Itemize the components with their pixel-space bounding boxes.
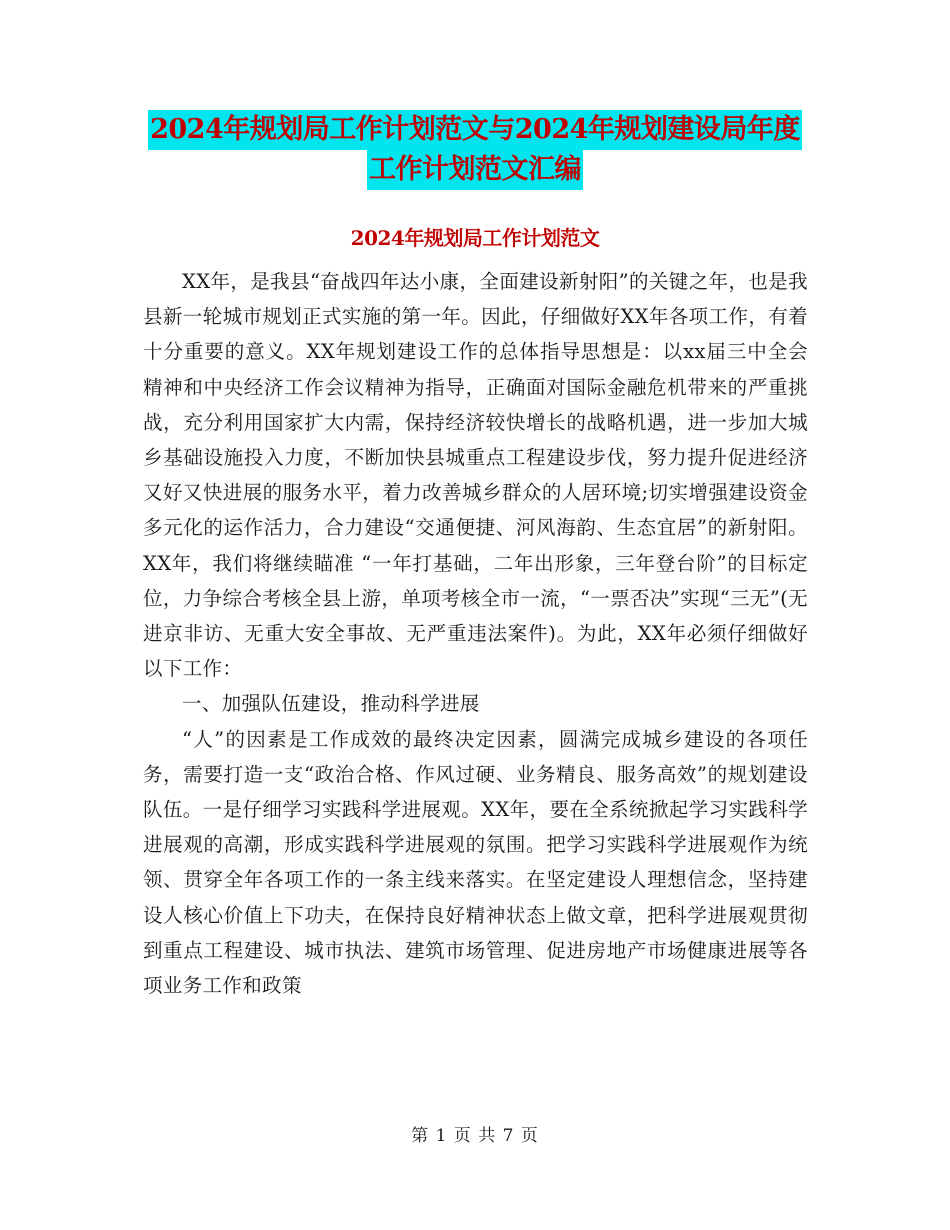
body-text (143, 264, 808, 1003)
section-title: 2024年规划局工作计划范文 (350, 226, 600, 250)
paragraph-heading-1: 一、加强队伍建设，推动科学进展 (182, 692, 480, 716)
title-line-1: 2024年规划局工作计划范文与2024年规划建设局年度 (148, 110, 802, 150)
paragraph-intro: XX年，是我县“奋战四年达小康，全面建设新射阳”的关键之年，也是我县新一轮城市规划正式实施的第一年。因此，仔细做好XX年各项工作，有着十分重要的意义。XX年规划建设工作的总体指导思想是：以xx届三中全会精神和中央经济工作会议精神为指导，正确面对国际金融危机带来的严重挑战，充分利用国家扩大内需，保持经济较快增长的战略机遇，进一步加大城乡基础设施投入力度，不断加快县城重点工程建设步伐，努力提升促进经济又好又快进展的服务水平，着力改善城乡群众的人居环境;切实增强建设资金多元化的运作活力，合力建设“交通便捷、河风海韵、生态宜居”的新射阳。XX年，我们将继续瞄准 “一年打基础，二年出形象，三年登台阶”的目标定位，力争综合考核全县上游，单项考核全市一流，“一票否决”实现“三无”(无进京非访、无重大安全事故、无严重违法案件)。为此，XX年必须仔细做好以下工作： (143, 270, 808, 681)
page-indicator: 第 1 页 共 7 页 (411, 1126, 539, 1146)
document-title (0, 110, 950, 190)
paragraph-team-building: “人”的因素是工作成效的最终决定因素，圆满完成城乡建设的各项任务，需要打造一支“政治合格、作风过硬、业务精良、服务高效”的规划建设队伍。一是仔细学习实践科学进展观。XX年，要在全系统掀起学习实践科学进展观的高潮，形成实践科学进展观的氛围。把学习实践科学进展观作为统领、贯穿全年各项工作的一条主线来落实。在坚定建设人理想信念，坚持建设人核心价值上下功夫，在保持良好精神状态上做文章，把科学进展观贯彻到重点工程建设、城市执法、建筑市场管理、促进房地产市场健康进展等各项业务工作和政策 (143, 727, 808, 998)
page-footer (0, 1123, 950, 1149)
title-line-2: 工作计划范文汇编 (367, 150, 583, 190)
